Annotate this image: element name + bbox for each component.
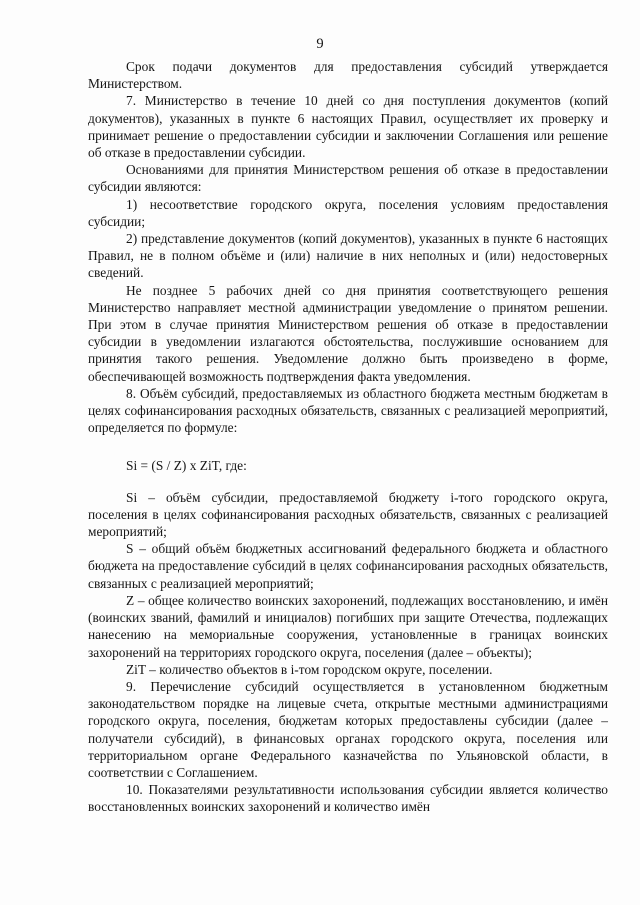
document-body (88, 58, 608, 816)
paragraph-9: 9. Перечисление субсидий осуществляется в установленном бюджетным законодательством порядке на лицевые счета, открытые местными администрациями городского округа, поселения, бюджетам которых предоставлены субсидии (далее – получатели субсидий), в финансовых органах городского округа, поселения или территориальном органе Федерального казначейства по Ульяновской области, в соответствии с Соглашением. (88, 678, 608, 780)
paragraph-refusal-grounds: Основаниями для принятия Министерством решения об отказе в предоставлении субсидии являются: (88, 162, 608, 195)
definition-si: Si – объём субсидии, предоставляемой бюджету i-того городского округа, поселения в целях софинансирования расходных обязательств, связанных с реализацией мероприятий; (88, 489, 608, 540)
paragraph-deadline: Срок подачи документов для предоставления субсидий утверждается Министерством. (88, 59, 608, 92)
spacer (88, 436, 608, 457)
spacer (88, 475, 608, 489)
paragraph-10: 10. Показателями результативности использования субсидии является количество восстановленных воинских захоронений и количество имён (88, 782, 608, 815)
paragraph-ground-2: 2) представление документов (копий документов), указанных в пункте 6 настоящих Правил, не в полном объёме и (или) наличие в них неполных и (или) недостоверных сведений. (88, 231, 608, 281)
paragraph-8: 8. Объём субсидий, предоставляемых из областного бюджета местным бюджетам в целях софинансирования расходных обязательств, связанных с реализацией мероприятий, определяется по формуле: (88, 385, 608, 436)
paragraph-notification: Не позднее 5 рабочих дней со дня принятия соответствующего решения Министерство направляет местной администрации уведомление о принятом решении. При этом в случае принятия Министерством решения об отказе в предоставлении субсидии в уведомлении излагаются обстоятельства, послужившие основанием для принятия такого решения. Уведомление должно быть произведено в форме, обеспечивающей возможность подтверждения факта уведомления. (88, 282, 608, 384)
page-number: 9 (316, 36, 324, 52)
definition-z: Z – общее количество воинских захоронений, подлежащих восстановлению, и имён (воинских званий, фамилий и инициалов) погибших при защите Отечества, подлежащих нанесению на мемориальные сооружения, установленные в границах воинских захоронений на территориях городского округа, поселения (далее – объекты); (88, 592, 608, 660)
subsidy-formula: Si = (S / Z) x ZiT, где: (126, 458, 247, 474)
definition-zit: ZiT – количество объектов в i-том городском округе, поселении. (126, 661, 493, 677)
paragraph-7: 7. Министерство в течение 10 дней со дня поступления документов (копий документов), указанных в пункте 6 настоящих Правил, осуществляет их проверку и принимает решение о предоставлении субсидии и заключении Соглашения или решение об отказе в предоставлении субсидии. (88, 93, 608, 161)
definition-s: S – общий объём бюджетных ассигнований федерального бюджета и областного бюджета на предоставление субсидий в целях софинансирования расходных обязательств, связанных с реализацией мероприятий; (88, 541, 608, 591)
paragraph-ground-1: 1) несоответствие городского округа, поселения условиям предоставления субсидии; (88, 196, 608, 229)
